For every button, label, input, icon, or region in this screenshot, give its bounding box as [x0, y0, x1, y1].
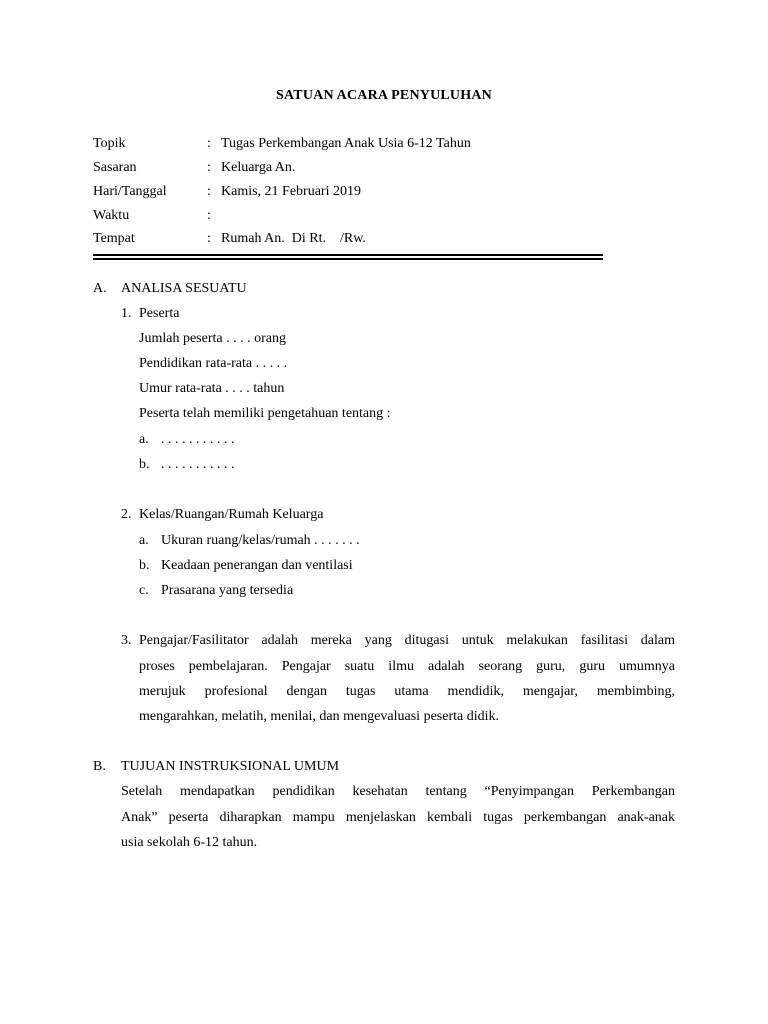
item1-line: Peserta telah memiliki pengetahuan tentang :: [139, 406, 391, 421]
item2-sub-text: Ukuran ruang/kelas/rumah . . . . . . .: [161, 533, 360, 548]
item1-line: Jumlah peserta . . . . orang: [139, 331, 286, 346]
item2-number: 2.: [121, 507, 132, 522]
item2-sub-text: Keadaan penerangan dan ventilasi: [161, 558, 353, 573]
item3-paragraph-line: Pengajar/Fasilitator adalah mereka yang ditugasi untuk melakukan fasilitasi dalam: [139, 633, 675, 648]
item1-line: Umur rata-rata . . . . tahun: [139, 381, 285, 396]
tempat-colon: :: [207, 231, 211, 246]
item1-number: 1.: [121, 306, 132, 321]
item3-number: 3.: [121, 633, 132, 648]
topik-colon: :: [207, 136, 211, 151]
item1-sub-marker: b.: [139, 457, 150, 472]
section-b-paragraph-line: Anak” peserta diharapkan mampu menjelaskan kembali tugas perkembangan anak-anak: [121, 810, 675, 825]
hari-tanggal-value: Kamis, 21 Februari 2019: [221, 184, 361, 199]
item2-sub-marker: c.: [139, 583, 149, 598]
item2-title: Kelas/Ruangan/Rumah Keluarga: [139, 507, 324, 522]
document-title: SATUAN ACARA PENYULUHAN: [276, 88, 492, 103]
divider-line-top: [93, 254, 603, 256]
item1-sub-text: . . . . . . . . . . .: [161, 432, 235, 447]
sasaran-colon: :: [207, 160, 211, 175]
item1-title: Peserta: [139, 306, 180, 321]
hari-tanggal-label: Hari/Tanggal: [93, 184, 167, 199]
waktu-label: Waktu: [93, 208, 130, 223]
item1-sub-marker: a.: [139, 432, 149, 447]
section-b-marker: B.: [93, 759, 106, 774]
topik-value: Tugas Perkembangan Anak Usia 6-12 Tahun: [221, 136, 471, 151]
item3-paragraph-line: mengarahkan, melatih, menilai, dan mengevaluasi peserta didik.: [139, 709, 499, 724]
tempat-label: Tempat: [93, 231, 135, 246]
section-a-heading: ANALISA SESUATU: [121, 281, 247, 296]
section-b-paragraph-line: Setelah mendapatkan pendidikan kesehatan tentang “Penyimpangan Perkembangan: [121, 784, 675, 799]
item3-paragraph-line: merujuk profesional dengan tugas utama mendidik, mengajar, membimbing,: [139, 684, 675, 699]
item1-line: Pendidikan rata-rata . . . . .: [139, 356, 288, 371]
tempat-value: Rumah An. Di Rt. /Rw.: [221, 231, 366, 246]
section-b-paragraph-line: usia sekolah 6-12 tahun.: [121, 835, 258, 850]
sasaran-value: Keluarga An.: [221, 160, 296, 175]
section-a-marker: A.: [93, 281, 107, 296]
sasaran-label: Sasaran: [93, 160, 137, 175]
waktu-colon: :: [207, 208, 211, 223]
item2-sub-marker: a.: [139, 533, 149, 548]
item3-paragraph-line: proses pembelajaran. Pengajar suatu ilmu adalah seorang guru, guru umumnya: [139, 659, 675, 674]
section-b-heading: TUJUAN INSTRUKSIONAL UMUM: [121, 759, 340, 774]
item2-sub-marker: b.: [139, 558, 150, 573]
hari-tanggal-colon: :: [207, 184, 211, 199]
topik-label: Topik: [93, 136, 126, 151]
divider-line-bottom: [93, 258, 603, 260]
item2-sub-text: Prasarana yang tersedia: [161, 583, 294, 598]
item1-sub-text: . . . . . . . . . . .: [161, 457, 235, 472]
